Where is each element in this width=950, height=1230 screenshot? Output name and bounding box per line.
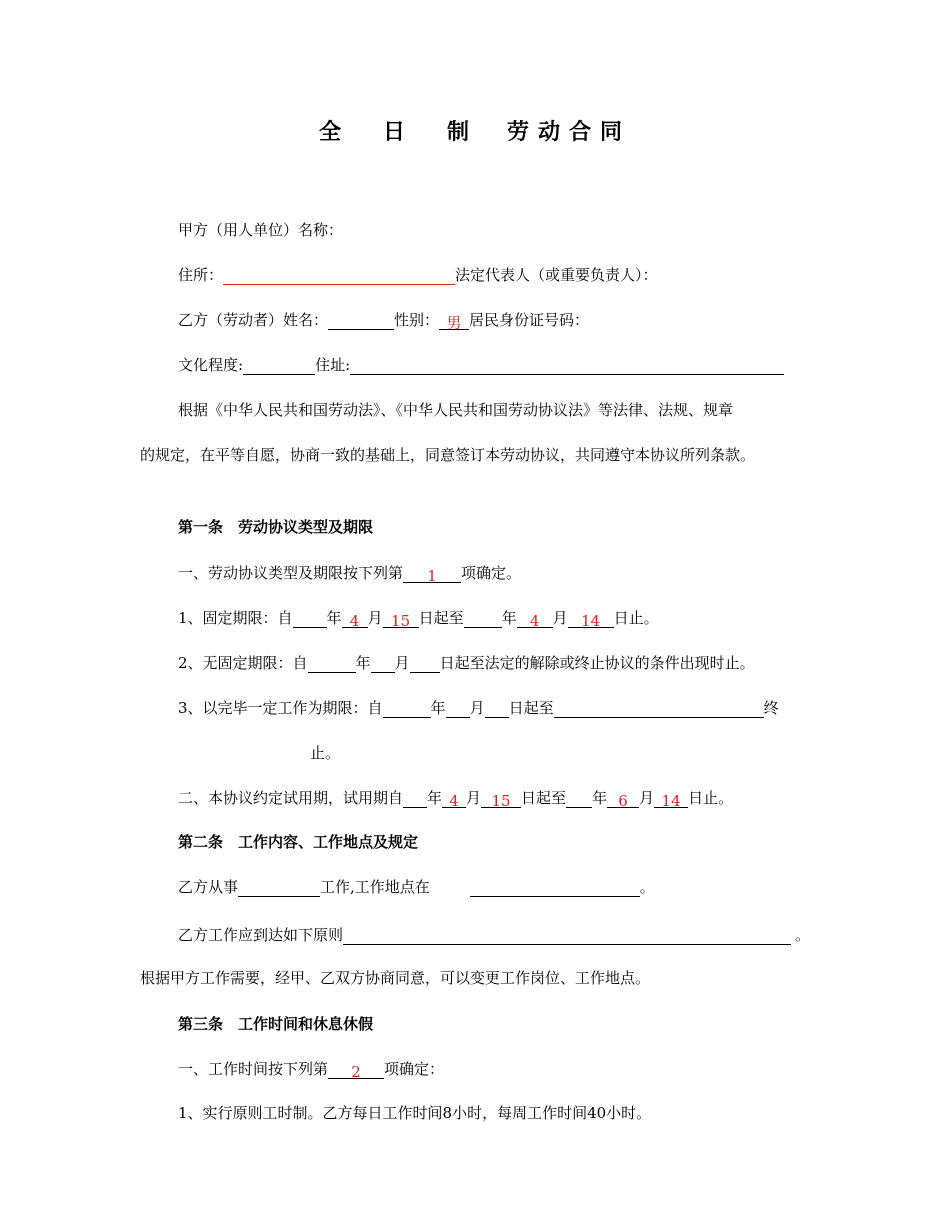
unit-text: 日起至 bbox=[508, 699, 554, 717]
contract-type-field[interactable]: 1 bbox=[403, 566, 461, 583]
unit-text: 年 bbox=[427, 789, 443, 807]
unit-text: 日起至 bbox=[418, 609, 464, 627]
standard-hours-text: 1、实行原则工时制。乙方每日工作时间8小时，每周工作时间40小时。 bbox=[178, 1104, 652, 1122]
party-a-label: 甲方（用人单位）名称： bbox=[178, 221, 344, 239]
month-field[interactable]: 4 bbox=[442, 791, 466, 808]
item-text: 日起至法定的解除或终止协议的条件出现时止。 bbox=[439, 654, 755, 672]
change-text: 根据甲方工作需要，经甲、乙双方协商同意，可以变更工作岗位、工作地点。 bbox=[140, 969, 651, 987]
year-field[interactable] bbox=[293, 611, 327, 628]
article-heading: 第三条 工作时间和休息休假 bbox=[178, 1015, 374, 1033]
item-text: 项确定： bbox=[384, 1060, 445, 1078]
day-field[interactable]: 14 bbox=[654, 791, 688, 808]
work-line bbox=[178, 877, 655, 897]
task-field[interactable] bbox=[554, 701, 764, 718]
year-field[interactable] bbox=[566, 791, 592, 808]
address-field[interactable] bbox=[223, 268, 455, 285]
document-title bbox=[0, 115, 950, 146]
item-text: 。 bbox=[795, 926, 811, 944]
unit-text: 年 bbox=[326, 609, 342, 627]
year-field[interactable] bbox=[464, 611, 502, 628]
workplace-field[interactable] bbox=[470, 880, 640, 897]
title-part: 劳动合同 bbox=[507, 120, 632, 145]
month-field[interactable]: 6 bbox=[607, 791, 639, 808]
year-field[interactable] bbox=[383, 701, 431, 718]
day-field[interactable]: 14 bbox=[568, 611, 614, 628]
preamble-line: 的规定，在平等自愿，协商一致的基础上，同意签订本劳动协议，共同遵守本协议所列条款。 bbox=[140, 446, 756, 464]
preamble-line: 根据《中华人民共和国劳动法》、《中华人民共和国劳动协议法》等法律、法规、规章 bbox=[178, 401, 734, 419]
title-part: 制 bbox=[447, 120, 472, 145]
id-label: 居民身份证号码： bbox=[469, 311, 590, 329]
item-text: 。 bbox=[639, 878, 655, 896]
open-term-line bbox=[178, 653, 755, 673]
year-field[interactable] bbox=[308, 656, 356, 673]
party-b-label: 乙方（劳动者）姓名： bbox=[178, 311, 329, 329]
item-text: 一、劳动协议类型及期限按下列第 bbox=[178, 564, 404, 582]
item-text: 2、无固定期限：自 bbox=[178, 654, 308, 672]
address-line bbox=[178, 265, 658, 285]
item-text: 工作,工作地点在 bbox=[320, 878, 430, 896]
unit-text: 日起至 bbox=[521, 789, 567, 807]
party-b-line bbox=[178, 310, 589, 330]
article1-item1 bbox=[178, 563, 521, 583]
day-field[interactable]: 15 bbox=[481, 791, 521, 808]
party-a-line bbox=[178, 220, 343, 240]
job-field[interactable] bbox=[238, 880, 320, 897]
unit-text: 年 bbox=[355, 654, 371, 672]
residence-label: 住址: bbox=[315, 356, 351, 374]
year-field[interactable] bbox=[403, 791, 427, 808]
unit-text: 月 bbox=[469, 699, 485, 717]
day-field[interactable] bbox=[410, 656, 440, 673]
article-heading: 第二条 工作内容、工作地点及规定 bbox=[178, 833, 419, 851]
name-field[interactable] bbox=[328, 313, 394, 330]
item-text: 3、以完毕一定工作为期限：自 bbox=[178, 699, 383, 717]
unit-text: 年 bbox=[592, 789, 608, 807]
unit-text: 月 bbox=[367, 609, 383, 627]
month-field[interactable] bbox=[371, 656, 395, 673]
unit-text: 月 bbox=[394, 654, 410, 672]
residence-field[interactable] bbox=[350, 358, 784, 375]
item-text: 一、工作时间按下列第 bbox=[178, 1060, 329, 1078]
item-text: 1、固定期限：自 bbox=[178, 609, 293, 627]
legal-rep-label: 法定代表人（或重要负责人）： bbox=[455, 266, 658, 284]
unit-text: 月 bbox=[552, 609, 568, 627]
principle-field[interactable] bbox=[343, 928, 791, 945]
task-term-line bbox=[178, 698, 779, 718]
unit-text: 日止。 bbox=[688, 789, 734, 807]
work-hours-type-field[interactable]: 2 bbox=[328, 1062, 384, 1079]
probation-line bbox=[178, 788, 733, 808]
unit-text: 日止。 bbox=[613, 609, 659, 627]
address-label: 住所： bbox=[178, 266, 224, 284]
title-part: 日 bbox=[382, 120, 407, 145]
day-field[interactable]: 15 bbox=[383, 611, 419, 628]
month-field[interactable]: 4 bbox=[517, 611, 553, 628]
education-line bbox=[178, 355, 784, 375]
month-field[interactable] bbox=[446, 701, 470, 718]
gender-value[interactable]: 男 bbox=[439, 313, 469, 330]
task-end-text: 止。 bbox=[310, 744, 341, 762]
item-text: 乙方从事 bbox=[178, 878, 239, 896]
unit-text: 年 bbox=[501, 609, 517, 627]
article-heading: 第一条 劳动协议类型及期限 bbox=[178, 518, 374, 536]
fixed-term-line bbox=[178, 608, 659, 628]
title-part: 全 bbox=[318, 120, 343, 145]
item-text: 二、本协议约定试用期，试用期自 bbox=[178, 789, 404, 807]
day-field[interactable] bbox=[485, 701, 509, 718]
month-field[interactable]: 4 bbox=[342, 611, 368, 628]
gender-label: 性别： bbox=[394, 311, 440, 329]
article3-item1 bbox=[178, 1059, 444, 1079]
item-text: 乙方工作应到达如下原则 bbox=[178, 926, 344, 944]
unit-text: 月 bbox=[466, 789, 482, 807]
item-text: 项确定。 bbox=[461, 564, 522, 582]
education-field[interactable] bbox=[243, 358, 315, 375]
education-label: 文化程度: bbox=[178, 356, 244, 374]
unit-text: 月 bbox=[639, 789, 655, 807]
unit-text: 终 bbox=[763, 699, 779, 717]
principle-line bbox=[178, 925, 810, 945]
unit-text: 年 bbox=[430, 699, 446, 717]
